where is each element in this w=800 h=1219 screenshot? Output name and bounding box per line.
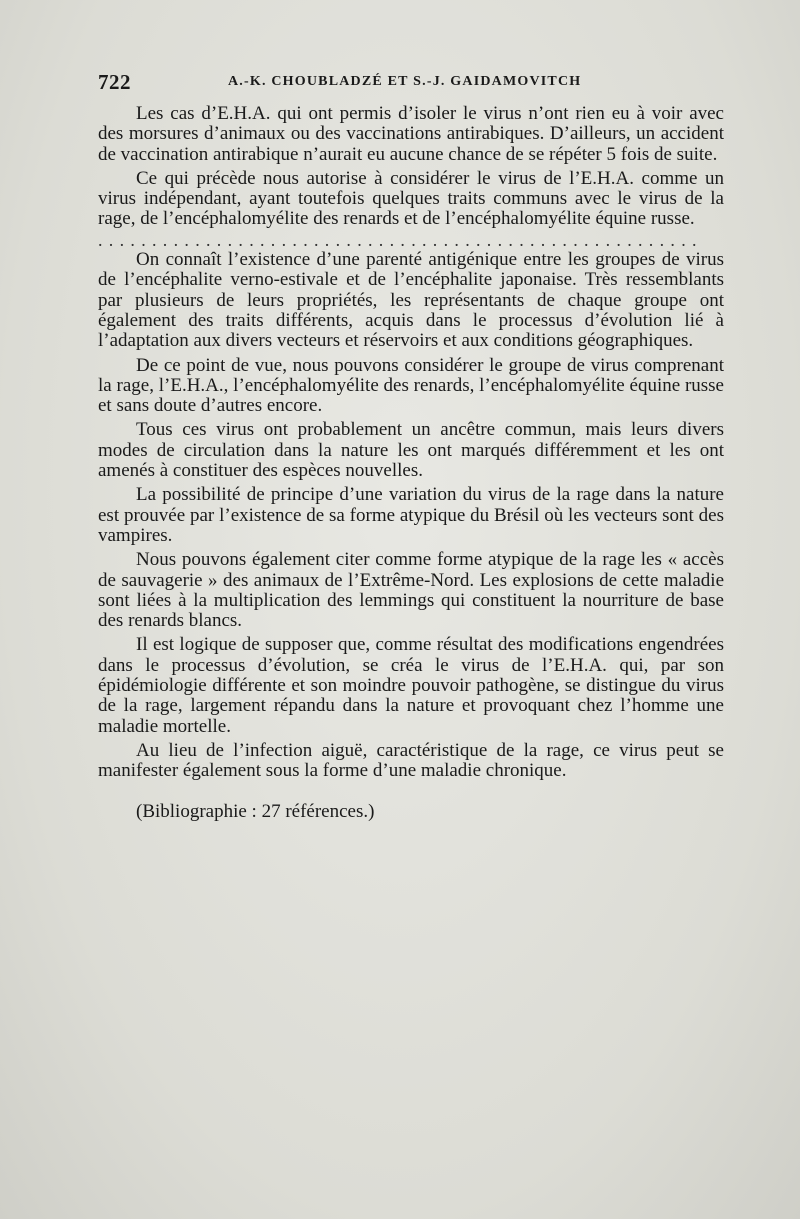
paragraph: La possibilité de principe d’une variation du virus de la rage dans la nature est prouvée par l’existence de sa forme atypique du Brésil où les vecteurs sont des vampires. [98,484,724,546]
article-body [98,104,724,822]
paragraph: Il est logique de supposer que, comme résultat des modifications engendrées dans le processus d’évolution, se créa le virus de l’E.H.A. qui, par son épidémiologie différente et son moindre pouvoir pathogène, se distingue du virus de la rage, largement répandu dans la nature et provoquant chez l’homme une maladie mortelle. [98,634,724,737]
paragraph: De ce point de vue, nous pouvons considérer le groupe de virus comprenant la rage, l’E.H.A., l’encéphalomyélite des renards, l’encéphalomyélite équine russe et sans doute d’autres encore. [98,354,724,417]
ellipsis-separator: ........................................................ [98,229,703,250]
paragraph: On connaît l’existence d’une parenté antigénique entre les groupes de virus de l’encéphalite verno-estivale et de l’encéphalite japonaise. Très ressemblants par plusieurs de leurs propriétés, les représentants de chaque groupe ont également des traits différents, acquis dans le processus d’évolution lié à l’adaptation aux divers vecteurs et réservoirs et aux conditions géographiques. [98,249,724,352]
paragraph: Tous ces virus ont probablement un ancêtre commun, mais leurs divers modes de circulation dans la nature les ont marqués différemment et les ont amenés à constituer des espèces nouvelles. [98,419,724,482]
page-number: 722 [98,70,131,94]
page-header [98,70,723,96]
paragraph: Ce qui précède nous autorise à considérer le virus de l’E.H.A. comme un virus indépendant, ayant toutefois quelques traits communs avec le virus de la rage, de l’encéphalomyélite des renards et de l’encéphalomyélite équine russe. [98,167,724,230]
paragraph: Les cas d’E.H.A. qui ont permis d’isoler le virus n’ont rien eu à voir avec des morsures d’animaux ou des vaccinations antirabiques. D’ailleurs, un accident de vaccination antirabique n’aurait eu aucune chance de se répéter 5 fois de suite. [98,103,724,165]
paragraph: Au lieu de l’infection aiguë, caractéristique de la rage, ce virus peut se manifester également sous la forme d’une maladie chronique. [98,739,724,782]
running-head: A.-K. CHOUBLADZÉ ET S.-J. GAIDAMOVITCH [228,74,582,89]
paragraph: Nous pouvons également citer comme forme atypique de la rage les « accès de sauvagerie » des animaux de l’Extrême-Nord. Les explosions de cette maladie sont liées à la multiplication des lemmings qui constituent la nourriture de base des renards blancs. [98,549,724,632]
bibliography-note: (Bibliographie : 27 références.) [136,800,375,822]
